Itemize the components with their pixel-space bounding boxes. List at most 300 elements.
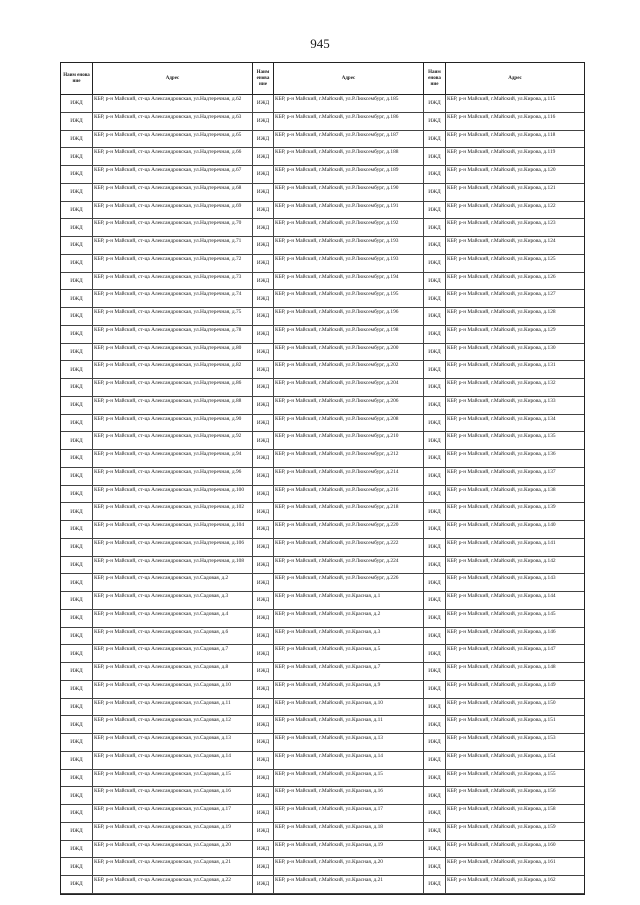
cell-type: ИЖД: [61, 486, 93, 503]
table-row: [61, 326, 584, 344]
cell-type: ИЖД: [424, 486, 446, 503]
cell-type: ИЖД: [61, 95, 93, 112]
table-row: [61, 770, 584, 788]
cell-type: ИЖД: [61, 468, 93, 485]
cell-address: КБР, р-н Майский, г.Майский, ул.Кирова, д.130: [447, 344, 556, 351]
cell-type: ИЖД: [424, 202, 446, 219]
cell-address: КБР, р-н Майский, г.Майский, ул.Кирова, д.133: [447, 397, 556, 404]
cell-address: КБР, р-н Майский, ст-ца Александровская, ул.Надтеречная, д.62: [93, 95, 253, 112]
cell-address: КБР, р-н Майский, ст-ца Александровская, ул.Садовая, д.15: [93, 770, 253, 787]
cell-address: КБР, р-н Майский, г.Майский, ул.Р.Люксембург, д.192: [274, 219, 424, 236]
cell-type: ИЖД: [61, 166, 93, 183]
cell-address: КБР, р-н Майский, г.Майский, ул.Кирова, д.123: [447, 220, 556, 227]
cell-address: КБР, р-н Майский, г.Майский, ул.Р.Люксембург, д.214: [274, 468, 424, 485]
cell-address: КБР, р-н Майский, ст-ца Александровская, ул.Садовая, д.17: [93, 805, 253, 822]
table-row: [61, 645, 584, 663]
cell-type: ИЖД: [253, 663, 274, 680]
cell-address: КБР, р-н Майский, г.Майский, ул.Кирова, д.136: [447, 451, 556, 457]
cell-type: ИЖД: [424, 805, 446, 822]
cell-address: КБР, р-н Майский, г.Майский, ул.Кирова, д.161: [447, 859, 556, 866]
table-row: [61, 699, 584, 717]
table-row: [61, 592, 584, 610]
cell-address: КБР, р-н Майский, ст-ца Александровская, ул.Надтеречная, д.86: [93, 379, 253, 396]
table-row: [61, 521, 584, 539]
cell-address: КБР, р-н Майский, г.Майский, ул.Красная, д.16: [274, 787, 424, 804]
cell-address: КБР, р-н Майский, г.Майский, ул.Р.Люксембург, д.198: [274, 326, 424, 343]
cell-type: ИЖД: [253, 539, 274, 556]
page-number: 945: [310, 36, 330, 51]
table-row: [61, 841, 584, 859]
cell-address: КБР, р-н Майский, г.Майский, ул.Кирова, д.142: [447, 557, 556, 564]
cell-type: ИЖД: [253, 823, 274, 840]
cell-address: КБР, р-н Майский, ст-ца Александровская, ул.Надтеречная, д.69: [93, 202, 253, 219]
cell-type: ИЖД: [424, 308, 446, 325]
table-row: [61, 716, 584, 734]
cell-address: КБР, р-н Майский, г.Майский, ул.Кирова, д.120: [447, 167, 556, 173]
table-row: [61, 255, 584, 273]
cell-address: КБР, р-н Майский, г.Майский, ул.Р.Люксембург, д.218: [274, 503, 424, 520]
cell-type: ИЖД: [253, 148, 274, 165]
cell-address: КБР, р-н Майский, ст-ца Александровская, ул.Надтеречная, д.78: [93, 326, 253, 343]
cell-address: КБР, р-н Майский, ст-ца Александровская, ул.Садовая, д.8: [93, 663, 253, 680]
cell-type: ИЖД: [253, 841, 274, 858]
cell-address: КБР, р-н Майский, г.Майский, ул.Красная, д.21: [274, 876, 424, 893]
table-row: [61, 752, 584, 770]
cell-address: КБР, р-н Майский, ст-ца Александровская, ул.Надтеречная, д.106: [93, 539, 253, 556]
cell-type: ИЖД: [253, 805, 274, 822]
cell-address: КБР, р-н Майский, г.Майский, ул.Кирова, д.148: [447, 664, 556, 670]
cell-type: ИЖД: [253, 858, 274, 875]
cell-type: ИЖД: [424, 787, 446, 804]
cell-address: КБР, р-н Майский, г.Майский, ул.Кирова, д.149: [447, 681, 556, 688]
table-row: [61, 219, 584, 237]
cell-type: ИЖД: [61, 610, 93, 627]
cell-address: КБР, р-н Майский, г.Майский, ул.Кирова, д.144: [447, 593, 556, 599]
cell-address: КБР, р-н Майский, г.Майский, ул.Красная, д.9: [274, 681, 424, 698]
cell-type: ИЖД: [253, 237, 274, 254]
cell-address: КБР, р-н Майский, ст-ца Александровская, ул.Надтеречная, д.88: [93, 397, 253, 414]
cell-type: ИЖД: [61, 415, 93, 432]
cell-address: КБР, р-н Майский, г.Майский, ул.Красная, д.7: [274, 663, 424, 680]
cell-type: ИЖД: [61, 823, 93, 840]
cell-type: ИЖД: [424, 592, 446, 609]
cell-address: КБР, р-н Майский, г.Майский, ул.Кирова, д.156: [447, 788, 556, 795]
cell-type: ИЖД: [61, 521, 93, 538]
cell-address: КБР, р-н Майский, г.Майский, ул.Кирова, д.139: [447, 504, 556, 511]
table-row: [61, 166, 584, 184]
table-row: [61, 202, 584, 220]
cell-address: КБР, р-н Майский, г.Майский, ул.Кирова, д.128: [447, 309, 556, 315]
cell-type: ИЖД: [253, 734, 274, 751]
cell-address: КБР, р-н Майский, г.Майский, ул.Кирова, д.151: [447, 717, 556, 724]
cell-type: ИЖД: [424, 415, 446, 432]
cell-type: ИЖД: [61, 752, 93, 769]
cell-address: КБР, р-н Майский, г.Майский, ул.Кирова, д.140: [447, 522, 556, 528]
cell-address: КБР, р-н Майский, г.Майский, ул.Р.Люксембург, д.187: [274, 131, 424, 148]
table-row: [61, 486, 584, 504]
cell-type: ИЖД: [424, 450, 446, 467]
table-row: [61, 787, 584, 805]
cell-address: КБР, р-н Майский, г.Майский, ул.Кирова, д.122: [447, 202, 556, 209]
cell-type: ИЖД: [424, 841, 446, 858]
table-row: [61, 450, 584, 468]
cell-address: КБР, р-н Майский, г.Майский, ул.Кирова, д.127: [447, 291, 556, 298]
cell-type: ИЖД: [424, 628, 446, 645]
cell-type: ИЖД: [424, 557, 446, 574]
cell-address: КБР, р-н Майский, г.Майский, ул.Р.Люксембург, д.216: [274, 486, 424, 503]
cell-address: КБР, р-н Майский, г.Майский, ул.Р.Люксембург, д.222: [274, 539, 424, 556]
cell-type: ИЖД: [424, 255, 446, 272]
cell-address: КБР, р-н Майский, г.Майский, ул.Р.Люксембург, д.224: [274, 557, 424, 574]
cell-type: ИЖД: [253, 610, 274, 627]
cell-address: КБР, р-н Майский, г.Майский, ул.Красная, д.14: [274, 752, 424, 769]
cell-type: ИЖД: [61, 841, 93, 858]
cell-type: ИЖД: [253, 219, 274, 236]
cell-type: ИЖД: [424, 468, 446, 485]
cell-type: ИЖД: [424, 273, 446, 290]
cell-address: КБР, р-н Майский, г.Майский, ул.Кирова, д.137: [447, 468, 556, 475]
cell-type: ИЖД: [253, 344, 274, 361]
cell-address: КБР, р-н Майский, г.Майский, ул.Р.Люксембург, д.200: [274, 344, 424, 361]
cell-type: ИЖД: [424, 521, 446, 538]
cell-type: ИЖД: [424, 326, 446, 343]
cell-address: КБР, р-н Майский, г.Майский, ул.Красная, д.10: [274, 699, 424, 716]
table-row: [61, 539, 584, 557]
cell-address: КБР, р-н Майский, ст-ца Александровская, ул.Надтеречная, д.80: [93, 344, 253, 361]
cell-type: ИЖД: [61, 628, 93, 645]
table-row: [61, 379, 584, 397]
cell-type: ИЖД: [61, 645, 93, 662]
cell-type: ИЖД: [61, 450, 93, 467]
cell-address: КБР, р-н Майский, г.Майский, ул.Красная, д.19: [274, 841, 424, 858]
cell-address: КБР, р-н Майский, г.Майский, ул.Р.Люксембург, д.212: [274, 450, 424, 467]
table-row: [61, 610, 584, 628]
cell-type: ИЖД: [61, 326, 93, 343]
cell-type: ИЖД: [61, 113, 93, 130]
table-row: [61, 415, 584, 433]
cell-address: КБР, р-н Майский, г.Майский, ул.Красная, д.1: [274, 592, 424, 609]
cell-address: КБР, р-н Майский, ст-ца Александровская, ул.Надтеречная, д.71: [93, 237, 253, 254]
cell-type: ИЖД: [253, 450, 274, 467]
table-row: [61, 823, 584, 841]
cell-type: ИЖД: [253, 787, 274, 804]
cell-address: КБР, р-н Майский, г.Майский, ул.Красная, д.20: [274, 858, 424, 875]
cell-address: КБР, р-н Майский, г.Майский, ул.Р.Люксембург, д.185: [274, 95, 424, 112]
cell-address: КБР, р-н Майский, ст-ца Александровская, ул.Надтеречная, д.100: [93, 486, 253, 503]
cell-address: КБР, р-н Майский, г.Майский, ул.Кирова, д.160: [447, 841, 556, 848]
cell-type: ИЖД: [253, 397, 274, 414]
cell-address: КБР, р-н Майский, ст-ца Александровская, ул.Надтеречная, д.96: [93, 468, 253, 485]
cell-type: ИЖД: [253, 681, 274, 698]
cell-type: ИЖД: [424, 184, 446, 201]
cell-address: КБР, р-н Майский, ст-ца Александровская, ул.Садовая, д.2: [93, 574, 253, 591]
cell-address: КБР, р-н Майский, ст-ца Александровская, ул.Надтеречная, д.74: [93, 290, 253, 307]
cell-type: ИЖД: [424, 290, 446, 307]
cell-type: ИЖД: [253, 166, 274, 183]
cell-address: КБР, р-н Майский, г.Майский, ул.Кирова, д.158: [447, 806, 556, 812]
cell-address: КБР, р-н Майский, ст-ца Александровская, ул.Надтеречная, д.102: [93, 503, 253, 520]
cell-address: КБР, р-н Майский, ст-ца Александровская, ул.Садовая, д.19: [93, 823, 253, 840]
header-type-1: Наим енова ние: [61, 63, 93, 94]
cell-address: КБР, р-н Майский, ст-ца Александровская, ул.Садовая, д.7: [93, 645, 253, 662]
cell-type: ИЖД: [61, 539, 93, 556]
cell-address: КБР, р-н Майский, ст-ца Александровская, ул.Садовая, д.3: [93, 592, 253, 609]
cell-type: ИЖД: [61, 344, 93, 361]
cell-address: КБР, р-н Майский, г.Майский, ул.Красная, д.2: [274, 610, 424, 627]
cell-type: ИЖД: [61, 148, 93, 165]
cell-address: КБР, р-н Майский, г.Майский, ул.Красная, д.13: [274, 734, 424, 751]
cell-type: ИЖД: [253, 326, 274, 343]
cell-address: КБР, р-н Майский, ст-ца Александровская, ул.Надтеречная, д.104: [93, 521, 253, 538]
cell-type: ИЖД: [253, 113, 274, 130]
cell-address: КБР, р-н Майский, ст-ца Александровская, ул.Садовая, д.16: [93, 787, 253, 804]
cell-address: КБР, р-н Майский, г.Майский, ул.Р.Люксембург, д.189: [274, 166, 424, 183]
cell-address: КБР, р-н Майский, г.Майский, ул.Р.Люксембург, д.208: [274, 415, 424, 432]
cell-address: КБР, р-н Майский, ст-ца Александровская, ул.Садовая, д.12: [93, 716, 253, 733]
cell-address: КБР, р-н Майский, г.Майский, ул.Кирова, д.131: [447, 362, 556, 369]
cell-type: ИЖД: [253, 628, 274, 645]
cell-address: КБР, р-н Майский, г.Майский, ул.Красная, д.15: [274, 770, 424, 787]
cell-address: КБР, р-н Майский, ст-ца Александровская, ул.Надтеречная, д.67: [93, 166, 253, 183]
cell-address: КБР, р-н Майский, г.Майский, ул.Кирова, д.135: [447, 433, 556, 440]
cell-address: КБР, р-н Майский, г.Майский, ул.Р.Люксембург, д.186: [274, 113, 424, 130]
cell-address: КБР, р-н Майский, ст-ца Александровская, ул.Садовая, д.22: [93, 876, 253, 893]
table-row: [61, 397, 584, 415]
cell-address: КБР, р-н Майский, г.Майский, ул.Кирова, д.155: [447, 770, 556, 777]
cell-type: ИЖД: [253, 202, 274, 219]
cell-type: ИЖД: [253, 699, 274, 716]
cell-address: КБР, р-н Майский, г.Майский, ул.Красная, д.17: [274, 805, 424, 822]
cell-type: ИЖД: [61, 574, 93, 591]
table-row: [61, 290, 584, 308]
cell-address: КБР, р-н Майский, г.Майский, ул.Кирова, д.143: [447, 575, 556, 582]
cell-type: ИЖД: [253, 361, 274, 378]
cell-type: ИЖД: [424, 361, 446, 378]
cell-address: КБР, р-н Майский, г.Майский, ул.Кирова, д.121: [447, 184, 556, 191]
cell-address: КБР, р-н Майский, ст-ца Александровская, ул.Надтеречная, д.75: [93, 308, 253, 325]
cell-type: ИЖД: [424, 699, 446, 716]
cell-address: КБР, р-н Майский, ст-ца Александровская, ул.Садовая, д.4: [93, 610, 253, 627]
table-row: [61, 148, 584, 166]
cell-type: ИЖД: [61, 716, 93, 733]
cell-address: КБР, р-н Майский, г.Майский, ул.Кирова, д.126: [447, 273, 556, 280]
cell-type: ИЖД: [253, 876, 274, 893]
cell-type: ИЖД: [253, 592, 274, 609]
header-address-1: Адрес: [93, 63, 253, 94]
cell-address: КБР, р-н Майский, ст-ца Александровская, ул.Надтеречная, д.66: [93, 148, 253, 165]
cell-address: КБР, р-н Майский, г.Майский, ул.Кирова, д.162: [447, 877, 556, 883]
cell-type: ИЖД: [253, 770, 274, 787]
table-row: [61, 432, 584, 450]
cell-type: ИЖД: [424, 131, 446, 148]
table-row: [61, 876, 584, 894]
cell-address: КБР, р-н Майский, г.Майский, ул.Кирова, д.141: [447, 539, 556, 546]
cell-type: ИЖД: [424, 681, 446, 698]
cell-type: ИЖД: [253, 752, 274, 769]
cell-type: ИЖД: [253, 574, 274, 591]
cell-type: ИЖД: [61, 876, 93, 893]
header-address-2: Адрес: [274, 63, 424, 94]
cell-address: КБР, р-н Майский, г.Майский, ул.Кирова, д.153: [447, 735, 556, 741]
cell-type: ИЖД: [424, 716, 446, 733]
cell-address: КБР, р-н Майский, ст-ца Александровская, ул.Садовая, д.20: [93, 841, 253, 858]
cell-type: ИЖД: [253, 255, 274, 272]
cell-address: КБР, р-н Майский, г.Майский, ул.Красная, д.11: [274, 716, 424, 733]
cell-type: ИЖД: [424, 858, 446, 875]
table-row: [61, 858, 584, 876]
cell-address: КБР, р-н Майский, г.Майский, ул.Кирова, д.134: [447, 415, 556, 422]
cell-type: ИЖД: [61, 273, 93, 290]
table-row: [61, 734, 584, 752]
cell-address: КБР, р-н Майский, г.Майский, ул.Красная, д.3: [274, 628, 424, 645]
cell-type: ИЖД: [424, 113, 446, 130]
cell-type: ИЖД: [253, 131, 274, 148]
table-row: [61, 574, 584, 592]
cell-address: КБР, р-н Майский, г.Майский, ул.Р.Люксембург, д.202: [274, 361, 424, 378]
cell-type: ИЖД: [424, 770, 446, 787]
cell-address: КБР, р-н Майский, ст-ца Александровская, ул.Надтеречная, д.92: [93, 432, 253, 449]
cell-address: КБР, р-н Майский, г.Майский, ул.Р.Люксембург, д.226: [274, 574, 424, 591]
cell-address: КБР, р-н Майский, ст-ца Александровская, ул.Садовая, д.10: [93, 681, 253, 698]
cell-type: ИЖД: [61, 308, 93, 325]
address-table: [60, 62, 585, 895]
table-row: [61, 237, 584, 255]
cell-type: ИЖД: [424, 610, 446, 627]
cell-address: КБР, р-н Майский, г.Майский, ул.Кирова, д.145: [447, 610, 556, 617]
cell-type: ИЖД: [424, 237, 446, 254]
cell-address: КБР, р-н Майский, ст-ца Александровская, ул.Надтеречная, д.90: [93, 415, 253, 432]
cell-type: ИЖД: [253, 486, 274, 503]
cell-type: ИЖД: [61, 397, 93, 414]
cell-type: ИЖД: [253, 415, 274, 432]
cell-address: КБР, р-н Майский, г.Майский, ул.Р.Люксембург, д.206: [274, 397, 424, 414]
table-row: [61, 503, 584, 521]
cell-address: КБР, р-н Майский, г.Майский, ул.Р.Люксембург, д.194: [274, 273, 424, 290]
cell-address: КБР, р-н Майский, г.Майский, ул.Кирова, д.119: [447, 149, 556, 156]
cell-address: КБР, р-н Майский, г.Майский, ул.Кирова, д.150: [447, 699, 556, 706]
table-row: [61, 805, 584, 823]
cell-address: КБР, р-н Майский, ст-ца Александровская, ул.Садовая, д.14: [93, 752, 253, 769]
cell-type: ИЖД: [424, 344, 446, 361]
cell-type: ИЖД: [61, 237, 93, 254]
cell-address: КБР, р-н Майский, г.Майский, ул.Кирова, д.154: [447, 752, 556, 759]
cell-type: ИЖД: [61, 202, 93, 219]
cell-type: ИЖД: [424, 219, 446, 236]
table-body: [61, 95, 584, 894]
cell-address: КБР, р-н Майский, г.Майский, ул.Р.Люксембург, д.191: [274, 202, 424, 219]
cell-address: КБР, р-н Майский, г.Майский, ул.Р.Люксембург, д.188: [274, 148, 424, 165]
cell-address: КБР, р-н Майский, ст-ца Александровская, ул.Надтеречная, д.72: [93, 255, 253, 272]
cell-type: ИЖД: [61, 219, 93, 236]
table-row: [61, 273, 584, 291]
cell-address: КБР, р-н Майский, г.Майский, ул.Кирова, д.146: [447, 628, 556, 635]
cell-type: ИЖД: [61, 432, 93, 449]
cell-address: КБР, р-н Майский, г.Майский, ул.Р.Люксембург, д.195: [274, 290, 424, 307]
cell-type: ИЖД: [61, 131, 93, 148]
cell-address: КБР, р-н Майский, ст-ца Александровская, ул.Садовая, д.13: [93, 734, 253, 751]
cell-type: ИЖД: [253, 95, 274, 112]
cell-type: ИЖД: [424, 539, 446, 556]
table-row: [61, 131, 584, 149]
cell-type: ИЖД: [61, 379, 93, 396]
cell-type: ИЖД: [253, 379, 274, 396]
cell-type: ИЖД: [253, 468, 274, 485]
cell-type: ИЖД: [61, 255, 93, 272]
cell-type: ИЖД: [253, 521, 274, 538]
table-row: [61, 681, 584, 699]
cell-type: ИЖД: [61, 290, 93, 307]
cell-type: ИЖД: [253, 503, 274, 520]
cell-address: КБР, р-н Майский, ст-ца Александровская, ул.Садовая, д.21: [93, 858, 253, 875]
cell-type: ИЖД: [424, 876, 446, 893]
cell-type: ИЖД: [253, 432, 274, 449]
cell-address: КБР, р-н Майский, г.Майский, ул.Р.Люксембург, д.196: [274, 308, 424, 325]
cell-address: КБР, р-н Майский, г.Майский, ул.Кирова, д.118: [447, 131, 556, 138]
cell-type: ИЖД: [61, 681, 93, 698]
cell-address: КБР, р-н Майский, г.Майский, ул.Р.Люксембург, д.190: [274, 184, 424, 201]
cell-address: КБР, р-н Майский, ст-ца Александровская, ул.Надтеречная, д.70: [93, 219, 253, 236]
cell-type: ИЖД: [61, 805, 93, 822]
header-address-3: Адрес: [508, 75, 522, 81]
cell-type: ИЖД: [61, 770, 93, 787]
cell-address: КБР, р-н Майский, ст-ца Александровская, ул.Надтеречная, д.73: [93, 273, 253, 290]
cell-type: ИЖД: [253, 273, 274, 290]
cell-type: ИЖД: [253, 716, 274, 733]
table-row: [61, 628, 584, 646]
cell-address: КБР, р-н Майский, ст-ца Александровская, ул.Надтеречная, д.68: [93, 184, 253, 201]
cell-address: КБР, р-н Майский, ст-ца Александровская, ул.Надтеречная, д.65: [93, 131, 253, 148]
header-type-3: Наим енова ние: [424, 63, 446, 94]
cell-address: КБР, р-н Майский, ст-ца Александровская, ул.Надтеречная, д.63: [93, 113, 253, 130]
cell-type: ИЖД: [61, 592, 93, 609]
cell-address: КБР, р-н Майский, г.Майский, ул.Кирова, д.129: [447, 326, 556, 333]
cell-address: КБР, р-н Майский, ст-ца Александровская, ул.Надтеречная, д.108: [93, 557, 253, 574]
cell-type: ИЖД: [253, 184, 274, 201]
cell-address: КБР, р-н Майский, ст-ца Александровская, ул.Надтеречная, д.82: [93, 361, 253, 378]
cell-address: КБР, р-н Майский, г.Майский, ул.Р.Люксембург, д.220: [274, 521, 424, 538]
cell-address: КБР, р-н Майский, г.Майский, ул.Кирова, д.116: [447, 113, 556, 120]
table-row: [61, 95, 584, 113]
cell-type: ИЖД: [61, 663, 93, 680]
cell-address: КБР, р-н Майский, г.Майский, ул.Красная, д.18: [274, 823, 424, 840]
cell-address: КБР, р-н Майский, г.Майский, ул.Кирова, д.132: [447, 380, 556, 386]
cell-type: ИЖД: [424, 752, 446, 769]
cell-type: ИЖД: [424, 148, 446, 165]
cell-type: ИЖД: [424, 574, 446, 591]
table-row: [61, 557, 584, 575]
cell-type: ИЖД: [61, 787, 93, 804]
cell-type: ИЖД: [61, 858, 93, 875]
table-row: [61, 344, 584, 362]
table-row: [61, 113, 584, 131]
cell-address: КБР, р-н Майский, г.Майский, ул.Р.Люксембург, д.204: [274, 379, 424, 396]
cell-type: ИЖД: [424, 432, 446, 449]
table-row: [61, 468, 584, 486]
cell-type: ИЖД: [61, 734, 93, 751]
cell-type: ИЖД: [61, 699, 93, 716]
cell-type: ИЖД: [253, 645, 274, 662]
cell-type: ИЖД: [424, 379, 446, 396]
cell-type: ИЖД: [253, 290, 274, 307]
cell-address: КБР, р-н Майский, г.Майский, ул.Кирова, д.125: [447, 255, 556, 262]
cell-type: ИЖД: [424, 734, 446, 751]
cell-type: ИЖД: [253, 557, 274, 574]
cell-type: ИЖД: [253, 308, 274, 325]
cell-address: КБР, р-н Майский, ст-ца Александровская, ул.Садовая, д.11: [93, 699, 253, 716]
cell-address: КБР, р-н Майский, ст-ца Александровская, ул.Садовая, д.6: [93, 628, 253, 645]
cell-type: ИЖД: [424, 645, 446, 662]
cell-address: КБР, р-н Майский, г.Майский, ул.Красная, д.5: [274, 645, 424, 662]
